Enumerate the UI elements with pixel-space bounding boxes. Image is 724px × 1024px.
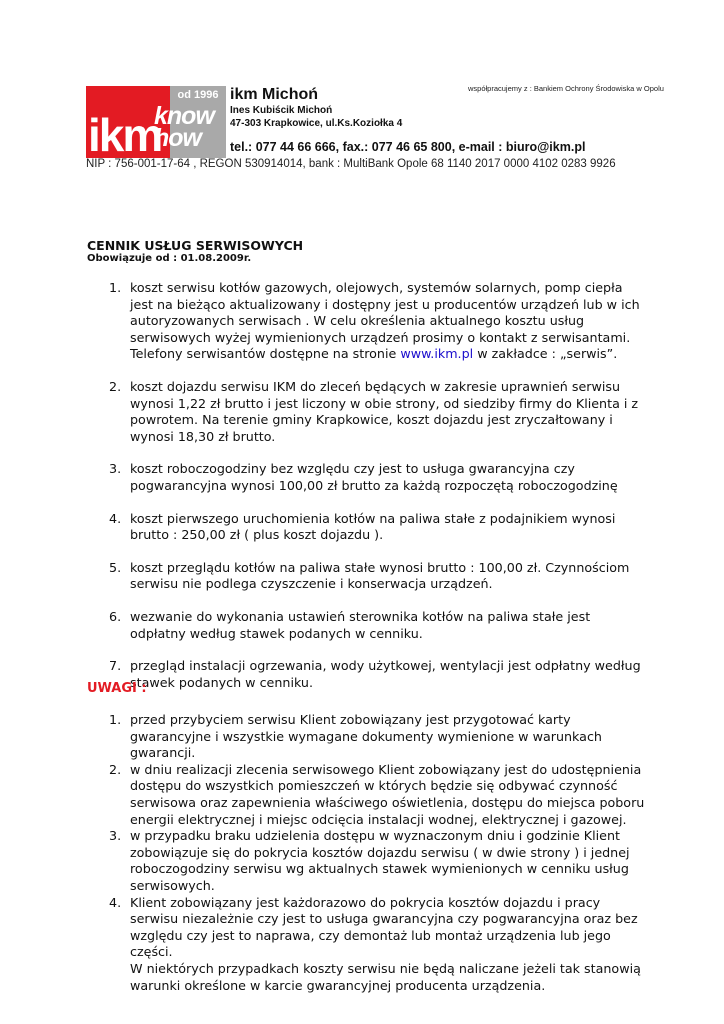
company-logo: [86, 86, 226, 161]
remarks-list: [87, 712, 647, 994]
logo-know-how-text: know how: [154, 102, 214, 152]
website-link[interactable]: www.ikm.pl: [400, 346, 474, 362]
list-item: 5. koszt przeglądu kotłów na paliwa stałe wynosi brutto : 100,00 zł. Czynnościom serwisu nie podlega czyszczenie i konserwacja urządzeń.: [109, 559, 630, 592]
list-item: 7. przegląd instalacji ogrzewania, wody użytkowej, wentylacji jest odpłatny według stawek podanych w cenniku.: [109, 658, 641, 690]
logo-since-label: od 1996: [177, 89, 219, 101]
list-item: 2. w dniu realizacji zlecenia serwisowego Klient zobowiązany jest do udostępnienia dostępu do wszystkich pomieszczeń w których będzie się odbywać czynność serwisowa oraz zapewnienia właściwego oświetlenia, dostępu do miejsca poboru energii elektrycznej i miejsc odcięcia instalacji wodnej, elektrycznej i gazowej.: [109, 761, 645, 827]
list-item: 1. przed przybyciem serwisu Klient zobowiązany jest przygotować karty gwarancyjne i wszystkie wymagane dokumenty wymienione w warunkach gwarancji.: [109, 712, 602, 761]
list-item: 4. Klient zobowiązany jest każdorazowo do pokrycia kosztów dojazdu i pracy serwisu niezależnie czy jest to usługa gwarancyjna czy pogwarancyjna oraz bez względu czy jest to naprawa, czy demontaż lub montaż urządzenia lub jego części. W niektórych przypadkach koszty serwisu nie będą naliczane jeżeli tak stanowią warunki określone w karcie gwarancyjnej producenta urządzenia.: [109, 894, 641, 993]
list-item: 1. koszt serwisu kotłów gazowych, olejowych, systemów solarnych, pomp ciepła jest na bieżąco aktualizowany i dostępny jest u producentów urządzeń lub w ich autoryzowanych serwisach . W celu określenia aktualnego kosztu usług serwisowych wyżej wymienionych urządzeń prosimy o kontakt z serwisantami. Telefony serwisantów dostępne na stronie www.ikm.pl w zakładce : „serwis”.: [109, 280, 640, 362]
company-info: [230, 86, 402, 130]
company-address: 47-303 Krapkowice, ul.Ks.Koziołka 4: [230, 118, 403, 129]
registry-line: NIP : 756-001-17-64 , REGON 530914014, bank : MultiBank Opole 68 1140 2017 0000 4102 0283 9926: [86, 158, 616, 170]
valid-from: Obowiązuje od : 01.08.2009r.: [87, 253, 252, 264]
price-list: [87, 280, 647, 707]
list-item: 6. wezwanie do wykonania ustawień sterownika kotłów na paliwa stałe jest odpłatny według stawek podanych w cenniku.: [109, 608, 591, 641]
remarks-heading: UWAGI :: [87, 681, 147, 696]
company-owner: Ines Kubiścik Michoń: [230, 105, 333, 116]
document-title: CENNIK USŁUG SERWISOWYCH: [87, 238, 304, 253]
partner-note: współpracujemy z : Bankiem Ochrony Środowiska w Opolu: [468, 84, 664, 93]
logo-ikm-text: ikm: [88, 109, 162, 161]
list-item: 2. koszt dojazdu serwisu IKM do zleceń będących w zakresie uprawnień serwisu wynosi 1,22 zł brutto i jest liczony w obie strony, od siedziby firmy do Klienta i z powrotem. Na terenie gminy Krapkowice, koszt dojazdu jest zryczałtowany i wynosi 18,30 zł brutto.: [109, 378, 639, 444]
list-item: 4. koszt pierwszego uruchomienia kotłów na paliwa stałe z podajnikiem wynosi brutto : 250,00 zł ( plus koszt dojazdu ).: [109, 510, 616, 543]
company-name: ikm Michoń: [230, 86, 319, 103]
list-item: 3. koszt roboczogodziny bez względu czy jest to usługa gwarancyjna czy pogwarancyjna wynosi 100,00 zł brutto za każdą rozpoczętą roboczogodzinę: [109, 461, 618, 493]
list-item: 3. w przypadku braku udzielenia dostępu w wyznaczonym dniu i godzinie Klient zobowiązuje się do pokrycia kosztów dojazdu serwisu ( w dwie strony ) i jednej roboczogodziny serwisu wg aktualnych stawek wymienionych w cenniku usług serwisowych.: [109, 828, 630, 893]
contact-line: tel.: 077 44 66 666, fax.: 077 46 65 800, e-mail : biuro@ikm.pl: [230, 140, 586, 154]
